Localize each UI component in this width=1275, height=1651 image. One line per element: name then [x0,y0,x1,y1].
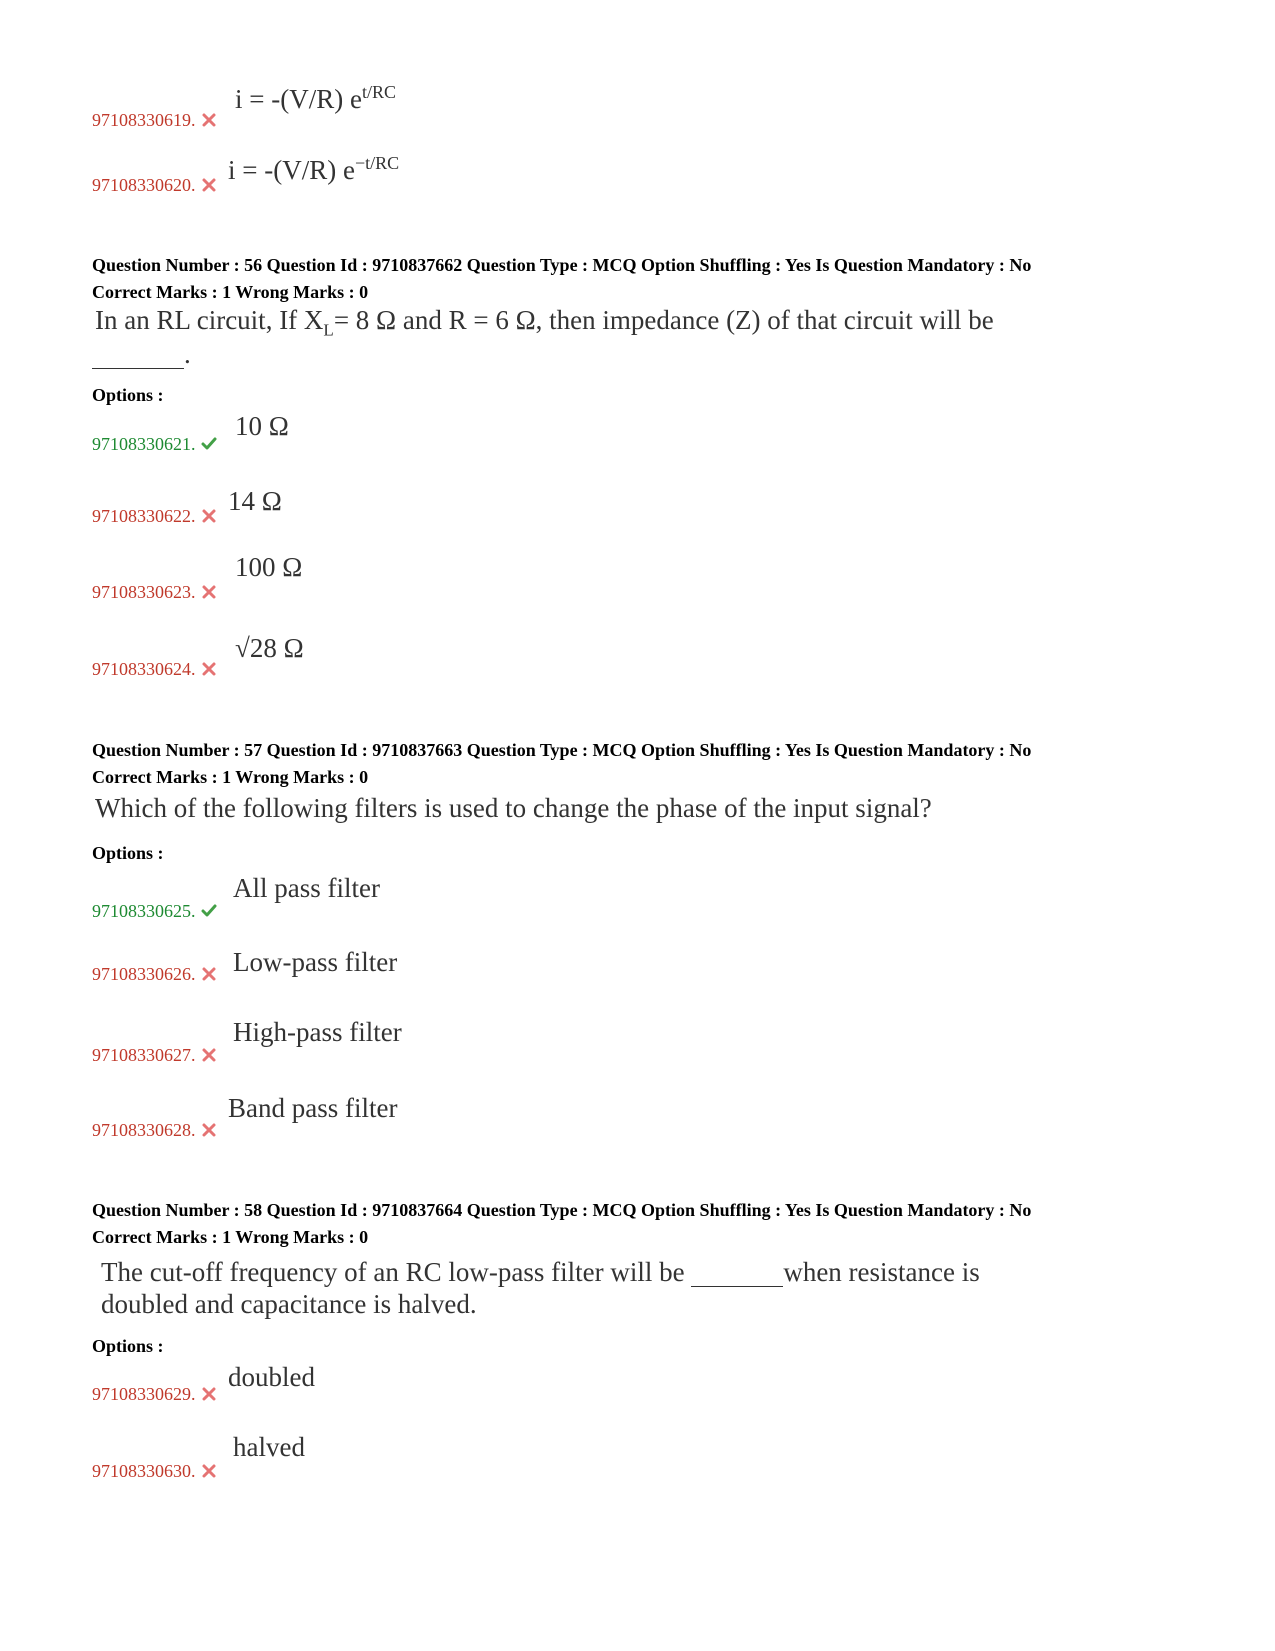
option-id: 97108330620. [92,175,217,196]
option-formula: i = -(V/R) $e^{t/RC}$ [235,82,396,114]
cross-icon [201,966,217,982]
option-id: 97108330623. [92,582,217,603]
cross-icon [201,1386,217,1402]
question-meta: Question Number : 57 Question Id : 9710837663 Question Type : MCQ Option Shuffling : Yes Is Question Mandatory : No Correct Marks : 1 Wrong Marks : 0 [92,740,1032,787]
option-id: 97108330622. [92,506,217,527]
option-id: 97108330619. [92,110,217,131]
options-label: Options : [92,843,164,863]
option-text: Low-pass filter [233,947,398,977]
cross-icon [201,1463,217,1479]
cross-icon [201,584,217,600]
cross-icon [201,1122,217,1138]
option-id: 97108330627. [92,1045,217,1066]
option-text: All pass filter [233,873,380,903]
question-blank: . [92,338,191,370]
cross-icon [201,112,217,128]
options-label: Options : [92,385,164,405]
question-text: The cut-off frequency of an RC low-pass filter will be when resistance is doubled and capacitance is halved. [101,1257,980,1319]
option-id: 97108330624. [92,659,217,680]
option-id: 97108330621. [92,434,217,455]
cross-icon [201,661,217,677]
question-text: Which of the following filters is used to change the phase of the input signal? [95,793,932,823]
check-icon [201,436,217,452]
option-text: High-pass filter [233,1017,402,1047]
option-text: 14 Ω [228,486,282,516]
option-text: 10 Ω [235,411,289,441]
option-text: doubled [228,1362,315,1392]
question-meta: Question Number : 56 Question Id : 9710837662 Question Type : MCQ Option Shuffling : Yes Is Question Mandatory : No Correct Marks : 1 Wrong Marks : 0 [92,255,1032,302]
check-icon [201,903,217,919]
question-meta: Question Number : 58 Question Id : 9710837664 Question Type : MCQ Option Shuffling : Yes Is Question Mandatory : No Correct Marks : 1 Wrong Marks : 0 [92,1200,1032,1247]
option-text: √28 Ω [235,633,304,663]
answer-blank [92,341,184,369]
option-formula: i = -(V/R) $e^{-t/RC}$ [228,153,400,185]
answer-blank [691,1259,783,1287]
option-id: 97108330628. [92,1120,217,1141]
options-label: Options : [92,1336,164,1356]
option-id: 97108330626. [92,964,217,985]
question-text: In an RL circuit, If $X_L= 8$ Ω and R = 6 Ω, then impedance (Z) of that circuit will be [95,305,994,340]
option-id: 97108330629. [92,1384,217,1405]
option-text: halved [233,1432,305,1462]
option-id: 97108330625. [92,901,217,922]
option-text: Band pass filter [228,1093,398,1123]
option-id: 97108330630. [92,1461,217,1482]
option-text: 100 Ω [235,552,303,582]
cross-icon [201,177,217,193]
cross-icon [201,508,217,524]
cross-icon [201,1047,217,1063]
